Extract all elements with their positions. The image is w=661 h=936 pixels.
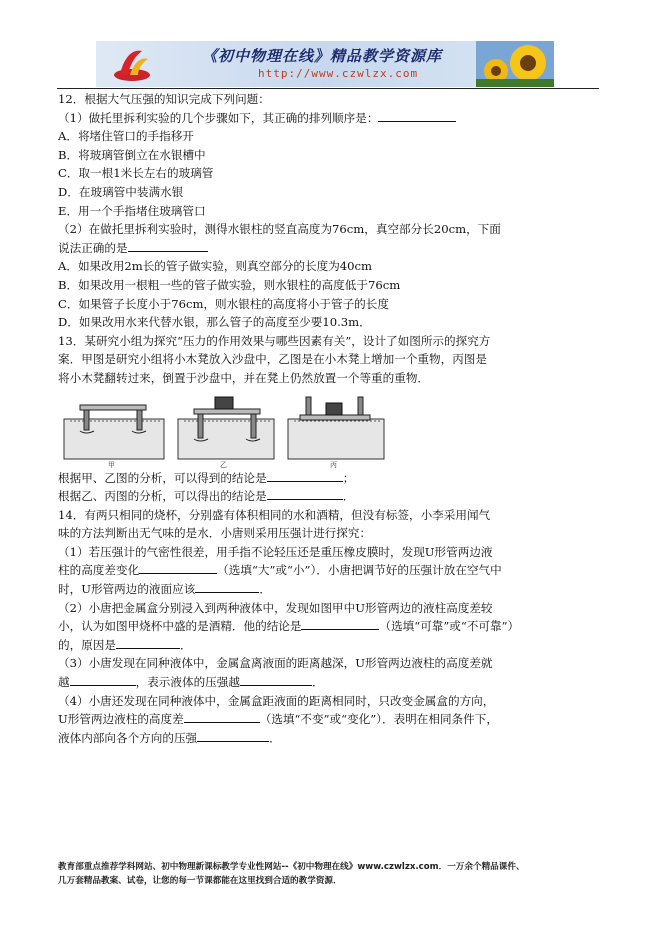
q12-part2-line2: 说法正确的是 [58,239,598,258]
footer-line2: 几万套精品教案、试卷，让您的每一节课都能在这里找到合适的教学资源． [58,876,342,886]
label-jia: 甲 [108,460,115,469]
answer-blank[interactable] [184,710,260,723]
q12-part1: （1）做托里拆利实验的几个步骤如下，其正确的排列顺序是： [58,109,598,128]
q12-p1-option-a: A．将堵住管口的手指移开 [58,129,194,144]
q12-p2-option-a: A．如果改用2m长的管子做实验，则真空部分的长度为40cm [58,259,373,274]
panel-bing [288,397,384,459]
q12-p2-option-d: D．如果改用水来代替水银，那么管子的高度至少要10.3m． [58,315,371,330]
q14-line2: 味的方法判断出无气味的是水．小唐则采用压强计进行探究： [58,526,372,541]
label-bing: 丙 [330,460,337,469]
q14-s4-line2: U形管两边液柱的高度差 （选填“不变”或“变化”）．表明在相同条件下， [58,712,498,727]
page-footer [58,860,606,888]
answer-blank[interactable] [197,729,269,742]
site-logo-icon [112,45,152,83]
header-rule [57,88,599,89]
q14-line1: 14．有两只相同的烧杯，分别盛有体积相同的水和酒精，但没有标签，小李采用闻气 [58,507,491,522]
q14-s4-line3: 液体内部向各个方向的压强 ． [58,730,281,745]
answer-blank[interactable] [139,561,217,574]
q13-line2: 案．甲图是研究小组将小木凳放入沙盘中，乙图是在小木凳上增加一个重物，丙图是 [58,352,487,367]
panel-jia [64,405,164,459]
q14-s2-line1: （2）小唐把金属盒分别浸入到两种液体中，发现如图甲中U形管两边的液柱高度差较 [58,600,493,615]
header-banner [96,41,554,87]
answer-blank[interactable] [128,239,208,252]
sunflower-icon [476,41,554,87]
q14-s3-line2: 越 ，表示液体的压强越 ． [58,675,324,690]
sandbox-stool-figure [58,389,598,469]
banner-url[interactable]: http://www.czwlzx.com [258,67,419,80]
answer-blank[interactable] [116,636,180,649]
q12-p2-option-c: C．如果管子长度小于76cm，则水银柱的高度将小于管子的长度 [58,296,389,311]
answer-blank[interactable] [267,487,343,500]
document-body [58,90,598,747]
stool-diagram [60,389,390,469]
q14-s2-line3: 的，原因是 ． [58,637,192,652]
panel-yi [178,397,274,459]
q14-s1-line3: 时，U形管两边的液面应该 ． [58,582,271,597]
q14-s2-line2: 小，认为如图甲烧杯中盛的是酒精．他的结论是 （选填“可靠”或“不可靠”） [58,619,520,634]
q13-line1: 13．某研究小组为探究“压力的作用效果与哪些因素有关”，设计了如图所示的探究方 [58,333,491,348]
answer-blank[interactable] [267,469,343,482]
q12-p1-option-b: B．将玻璃管倒立在水银槽中 [58,147,206,162]
q13-line3: 将小木凳翻转过来，倒置于沙盘中，并在凳上仍然放置一个等重的重物． [58,370,430,385]
label-yi: 乙 [220,460,227,469]
footer-line1: 教育部重点推荐学科网站、初中物理新课标教学专业性网站--《初中物理在线》www.czwlzx.com．一万余个精品课件、 [58,862,525,872]
q12-stem: 12．根据大气压强的知识完成下列问题： [58,92,270,106]
answer-blank[interactable] [240,673,312,686]
q14-s1-line1: （1）若压强计的气密性很差，用手指不论轻压还是重压橡皮膜时，发现U形管两边液 [58,544,493,559]
q12-p1-option-d: D．在玻璃管中装满水银 [58,184,184,199]
answer-blank[interactable] [70,673,136,686]
answer-blank[interactable] [378,109,456,122]
q13-answer1: 根据甲、乙图的分析，可以得到的结论是 ； [58,470,355,485]
q12-p1-option-e: E．用一个手指堵住玻璃管口 [58,203,206,218]
answer-blank[interactable] [301,617,379,630]
answer-blank[interactable] [195,580,259,593]
q14-s1-line2: 柱的高度差变化 （选填“大”或“小”）．小唐把调节好的压强计放在空气中 [58,563,502,578]
q12-p1-option-c: C．取一根1米长左右的玻璃管 [58,166,214,181]
banner-title: 《初中物理在线》精品教学资源库 [202,47,443,65]
q12-p2-option-b: B．如果改用一根粗一些的管子做实验，则水银柱的高度低于76cm [58,277,401,292]
q14-s3-line1: （3）小唐发现在同种液体中，金属盒离液面的距离越深，U形管两边液柱的高度差就 [58,656,493,671]
q14-s4-line1: （4）小唐还发现在同种液体中，金属盒距液面的距离相同时，只改变金属盒的方向， [58,693,495,708]
q12-part2-line1: （2）在做托里拆利实验时，测得水银柱的竖直高度为76cm，真空部分长20cm，下面 [58,222,501,237]
q13-answer2: 根据乙、丙图的分析，可以得出的结论是 ． [58,489,355,504]
